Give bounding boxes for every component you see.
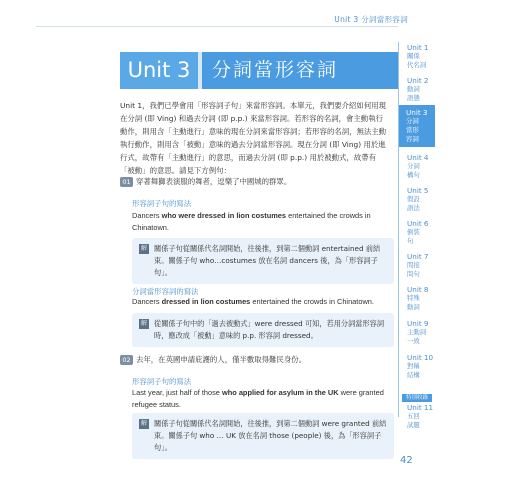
participle-note: 解 從關係子句中的「過去被動式」were dressed 可知，若用分詞當形容詞時，應改成「被動」意味的 p.p. 形容詞 dressed。	[132, 313, 394, 347]
nav-item-unit-10[interactable]: Unit 10 對稱 結構	[407, 353, 434, 379]
participle-sentence: Dancers dressed in lion costumes entertained the crowds in Chinatown.	[132, 297, 374, 306]
page-number: 42	[400, 455, 413, 466]
nav-label: 分詞 構句	[407, 162, 420, 179]
clause-sentence: Last year, just half of those who applied for asylum in the UK were granted refugee status.	[132, 388, 384, 409]
note-icon: 解	[140, 320, 147, 327]
nav-label: 動詞 語態	[407, 85, 420, 102]
nav-item-unit-5[interactable]: Unit 5 假設 語法	[400, 186, 434, 213]
note-icon: 解	[140, 420, 147, 427]
nav-item-unit-4[interactable]: Unit 4 分詞 構句	[400, 153, 434, 180]
example-number-badge: 02	[120, 355, 133, 365]
banner-unit-title: 分詞當形容詞	[202, 52, 398, 89]
clause-sentence: Dancers who were dressed in lion costumes entertained the crowds in Chinatown.	[132, 211, 371, 232]
nav-item-unit-11[interactable]: Unit 11 五回 試題	[407, 403, 434, 429]
nav-label: 對稱 結構	[407, 362, 420, 379]
clause-note: 解 關係子句從關係代名詞開始，往後推，到第二個動詞 entertained 前結束。關係子句 who…costumes 放在名詞 dancers 後，為「形容詞子句」。	[132, 238, 394, 284]
clause-label: 形容詞子句的寫法	[132, 199, 192, 208]
nav-item-unit-1[interactable]: Unit 1 關係 代名詞	[400, 43, 434, 70]
nav-label: 五回 試題	[407, 412, 420, 429]
clause-note: 解 關係子句從關係代名詞開始，往後推，到第二個動詞 were granted 前結束。關係子句 who … UK 放在名詞 those (people) 後，為「形容詞子句」。	[132, 413, 394, 459]
example-chinese: 去年，在英國申請庇護的人，僅半數取得難民身份。	[136, 355, 306, 364]
nav-item-unit-9[interactable]: Unit 9 主動詞 一致	[400, 319, 434, 346]
nav-label: 倒裝 句	[407, 228, 420, 245]
example-2-heading	[120, 354, 306, 365]
header-rule	[36, 26, 398, 27]
nav-label: 特殊 動詞	[407, 294, 420, 311]
header-title: Unit 3 分詞當形容詞	[334, 15, 408, 24]
example-chinese: 穿著舞獅表演服的舞者，逗樂了中國城的群眾。	[136, 177, 292, 186]
nav-label: 分詞 當形 容詞	[406, 117, 419, 143]
nav-item-unit-3[interactable]: Unit 3 分詞 當形 容詞	[399, 105, 435, 147]
note-icon: 解	[140, 245, 147, 252]
banner-unit-label: Unit 3	[120, 52, 198, 89]
nav-item-unit-2[interactable]: Unit 2 動詞 語態	[400, 76, 434, 103]
nav-label: 主動詞 一致	[407, 328, 427, 345]
nav-label: 關係 代名詞	[407, 52, 427, 69]
clause-label: 形容詞子句的寫法	[132, 377, 192, 386]
nav-special-badge: 特別收錄	[402, 394, 432, 402]
example-1-heading	[120, 176, 291, 187]
participle-label: 分詞當形容詞的寫法	[132, 287, 199, 296]
nav-label: 假設 語法	[407, 195, 420, 212]
nav-item-unit-6[interactable]: Unit 6 倒裝 句	[400, 219, 434, 246]
sidebar-divider	[398, 42, 399, 417]
nav-item-unit-8[interactable]: Unit 8 特殊 動詞	[400, 285, 434, 312]
example-number-badge: 01	[120, 177, 133, 187]
nav-item-unit-7[interactable]: Unit 7 間接 問句	[400, 252, 434, 279]
nav-label: 間接 問句	[407, 261, 420, 278]
intro-paragraph: Unit 1，我們已學會用「形容詞子句」來當形容詞。本單元，我們要介紹如何用現在分詞 (即 Ving) 和過去分詞 (即 p.p.) 來當形容詞。若形容的名詞，會主動執行動作，則用含「主動進行」意味的現在分詞來當形容詞；若形容的名詞，無法主動執行動作，則用含「被動」意味的過去分詞當形容詞。現在分詞 (即 Ving) 用於進行式，故帶有「主動進行」的意思，而過去分詞 (即 p.p.) 用於被動式，故帶有「被動」的意思。請見下方例句：	[120, 101, 387, 175]
